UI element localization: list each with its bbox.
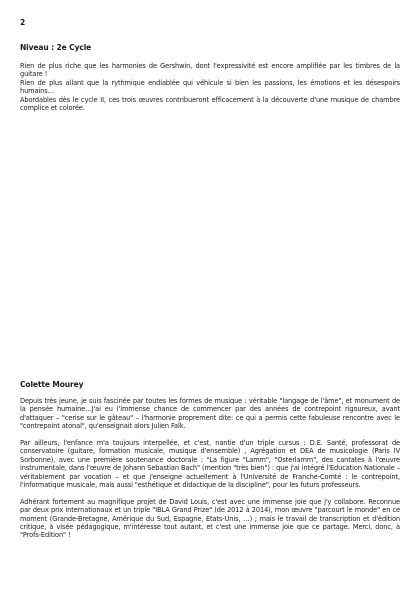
level-heading: Niveau : 2e Cycle [20,43,92,52]
author-biography [20,397,400,540]
level-description [20,62,400,112]
author-heading: Colette Mourey [20,380,84,389]
level-paragraph-3: Abordables dès le cycle II, ces trois œuvres contribueront efficacement à la découverte d'une musique de chambre complice et colorée. [20,95,400,113]
bio-paragraph-1: Depuis très jeune, je suis fascinée par toutes les formes de musique : véritable "langage de l'âme", et monument de la pensée humaine…J'ai eu l'immense chance de commencer par des années de contrepoint rigoureux, avant d'attaquer – "cerise sur le gâteau" – l'harmonie proprement dite: ce qui a permis cette fabuleuse rencontre avec le "contrepoint atonal", qu'enseignait alors Julien Falk. [20,397,400,431]
page-number: 2 [20,18,26,27]
bio-paragraph-2: Par ailleurs, l'enfance m'a toujours interpellée, et c'est, nantie d'un triple cursus : D.E. Santé, professorat de conservatoire (guitare, formation musicale, musique d'ensemble) , Agrégation et DEA de musicologie (Paris IV Sorbonne), avec une première soutenance doctorale : "La figure "Lamm", "Osterlamm", des cantates à l'œuvre instrumentale, dans l'œuvre de Johann Sebastian Bach" (mention "très bien") : que j'ai intégré l'Education Nationale – véritablement par vocation – et que j'enseigne actuellement à l'Université de Franche-Comté : le contrepoint, l'informatique musicale, mais aussi "esthétique et didactique de la discipline", pour les futurs professeurs. [20,439,400,490]
bio-paragraph-3: Adhérant fortement au magnifique projet de David Louis, c'est avec une immense joie que j'y collabore. Reconnue par deux prix internationaux et un triple "IBLA Grand Prize" (de 2012 à 2014), mon œuvre "parcourt le monde" en ce moment (Grande-Bretagne, Amérique du Sud, Espagne, Etats-Unis, …) ; mais le travail de transcription et d'édition critique, à visée pédagogique, m'intéresse tout autant, et c'est une immense joie que ce partage. Merci, donc, à "Profs-Edition" ! [20,497,400,540]
level-paragraph-2: Rien de plus allant que la rythmique endiablée qui véhicule si bien les passions, les émotions et les désespoirs humains… [20,78,400,96]
level-paragraph-1: Rien de plus riche que les harmonies de Gershwin, dont l'expressivité est encore amplifiée par les timbres de la guitare ! [20,62,400,79]
